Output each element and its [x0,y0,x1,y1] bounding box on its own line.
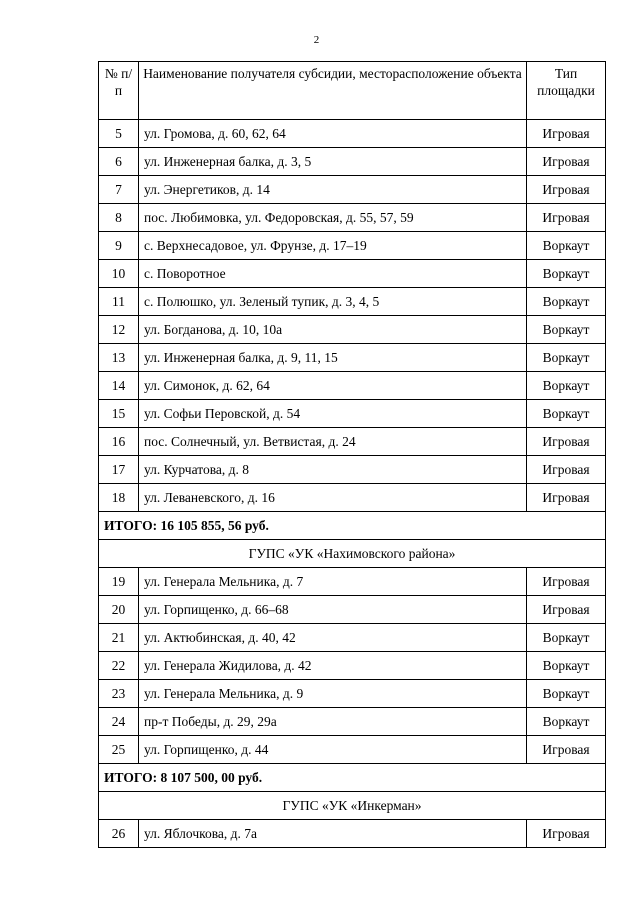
row-type-cell: Игровая [527,148,606,176]
table-row [99,260,606,288]
row-number-cell: 18 [99,484,139,512]
table-row [99,484,606,512]
row-number-cell: 5 [99,120,139,148]
table-row [99,148,606,176]
row-name-cell: ул. Симонок, д. 62, 64 [139,372,527,400]
row-name-cell: ул. Богданова, д. 10, 10а [139,316,527,344]
table-header-row [99,62,606,120]
table-row [99,820,606,848]
row-type-cell: Игровая [527,120,606,148]
row-type-cell: Игровая [527,484,606,512]
table-row [99,736,606,764]
table-row [99,568,606,596]
row-name-cell: с. Поворотное [139,260,527,288]
row-number-cell: 26 [99,820,139,848]
row-type-cell: Воркаут [527,708,606,736]
row-type-cell: Воркаут [527,344,606,372]
row-name-cell: пос. Солнечный, ул. Ветвистая, д. 24 [139,428,527,456]
row-type-cell: Игровая [527,568,606,596]
row-number-cell: 16 [99,428,139,456]
row-number-cell: 24 [99,708,139,736]
row-number-cell: 10 [99,260,139,288]
table-row [99,428,606,456]
total-cell: ИТОГО: 16 105 855, 56 руб. [99,512,606,540]
row-type-cell: Воркаут [527,652,606,680]
table-row [99,288,606,316]
row-type-cell: Игровая [527,820,606,848]
row-type-cell: Воркаут [527,372,606,400]
total-row [99,764,606,792]
table-row [99,596,606,624]
row-number-cell: 12 [99,316,139,344]
table-row [99,624,606,652]
row-number-cell: 7 [99,176,139,204]
row-number-cell: 13 [99,344,139,372]
section-heading-cell: ГУПС «УК «Инкерман» [99,792,606,820]
table-row [99,652,606,680]
row-name-cell: с. Верхнесадовое, ул. Фрунзе, д. 17–19 [139,232,527,260]
row-type-cell: Игровая [527,736,606,764]
row-type-cell: Воркаут [527,680,606,708]
total-row [99,512,606,540]
row-name-cell: пос. Любимовка, ул. Федоровская, д. 55, 57, 59 [139,204,527,232]
row-name-cell: пр-т Победы, д. 29, 29а [139,708,527,736]
header-type-cell: Тип площадки [527,62,606,120]
row-type-cell: Игровая [527,204,606,232]
section-heading-cell: ГУПС «УК «Нахимовского района» [99,540,606,568]
row-type-cell: Игровая [527,176,606,204]
table-row [99,680,606,708]
row-number-cell: 23 [99,680,139,708]
row-number-cell: 15 [99,400,139,428]
table-row [99,344,606,372]
table-row [99,176,606,204]
header-name-cell: Наименование получателя субсидии, месторасположение объекта [139,62,527,120]
row-number-cell: 8 [99,204,139,232]
row-name-cell: ул. Инженерная балка, д. 3, 5 [139,148,527,176]
row-number-cell: 9 [99,232,139,260]
row-type-cell: Воркаут [527,260,606,288]
row-name-cell: ул. Горпищенко, д. 66–68 [139,596,527,624]
subsidy-table [98,61,606,848]
row-number-cell: 20 [99,596,139,624]
row-number-cell: 21 [99,624,139,652]
row-type-cell: Игровая [527,596,606,624]
table-row [99,708,606,736]
row-name-cell: ул. Софьи Перовской, д. 54 [139,400,527,428]
row-type-cell: Игровая [527,428,606,456]
row-type-cell: Воркаут [527,232,606,260]
table-row [99,316,606,344]
row-name-cell: ул. Генерала Жидилова, д. 42 [139,652,527,680]
row-number-cell: 19 [99,568,139,596]
row-name-cell: ул. Генерала Мельника, д. 9 [139,680,527,708]
row-name-cell: ул. Энергетиков, д. 14 [139,176,527,204]
row-type-cell: Воркаут [527,400,606,428]
header-number-cell: № п/п [99,62,139,120]
row-type-cell: Игровая [527,456,606,484]
table-row [99,120,606,148]
section-heading-row [99,540,606,568]
row-number-cell: 14 [99,372,139,400]
row-type-cell: Воркаут [527,316,606,344]
table-row [99,232,606,260]
row-name-cell: ул. Яблочкова, д. 7а [139,820,527,848]
table-row [99,400,606,428]
row-name-cell: с. Полюшко, ул. Зеленый тупик, д. 3, 4, 5 [139,288,527,316]
row-number-cell: 22 [99,652,139,680]
row-name-cell: ул. Громова, д. 60, 62, 64 [139,120,527,148]
table-row [99,456,606,484]
row-type-cell: Воркаут [527,624,606,652]
row-name-cell: ул. Леваневского, д. 16 [139,484,527,512]
table-row [99,372,606,400]
row-number-cell: 11 [99,288,139,316]
row-name-cell: ул. Генерала Мельника, д. 7 [139,568,527,596]
total-cell: ИТОГО: 8 107 500, 00 руб. [99,764,606,792]
row-name-cell: ул. Курчатова, д. 8 [139,456,527,484]
row-name-cell: ул. Актюбинская, д. 40, 42 [139,624,527,652]
page-number: 2 [313,34,320,46]
section-heading-row [99,792,606,820]
row-number-cell: 6 [99,148,139,176]
row-number-cell: 25 [99,736,139,764]
row-name-cell: ул. Инженерная балка, д. 9, 11, 15 [139,344,527,372]
row-name-cell: ул. Горпищенко, д. 44 [139,736,527,764]
table-row [99,204,606,232]
row-type-cell: Воркаут [527,288,606,316]
row-number-cell: 17 [99,456,139,484]
